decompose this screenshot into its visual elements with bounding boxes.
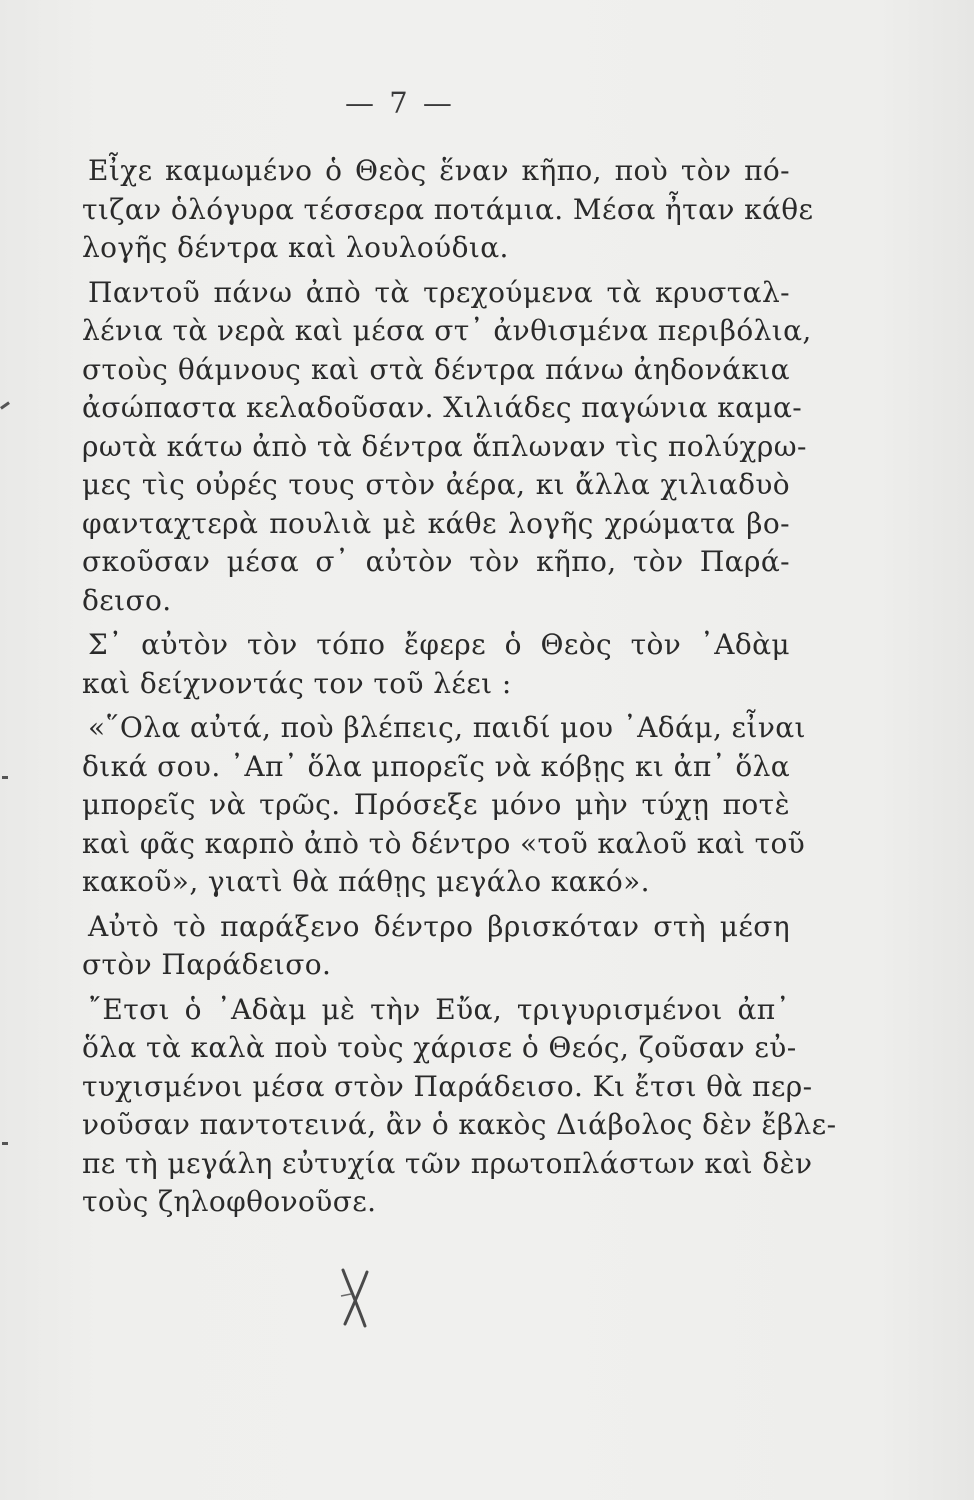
text-line: Εἶχε καμωμένο ὁ Θεὸς ἕναν κῆπο, ποὺ τὸν πό- (88, 154, 790, 187)
text-line: στοὺς θάμνους καὶ στὰ δέντρα πάνω ἀηδονάκια (82, 352, 790, 386)
text-line: Αὐτὸ τὸ παράξενο δέντρο βρισκόταν στὴ μέση (88, 909, 790, 943)
margin-mark (2, 776, 8, 779)
paragraph-2 (82, 274, 812, 621)
text-line: κακοῦ», γιατὶ θὰ πάθῃς μεγάλο κακό». (82, 865, 650, 898)
text-line: λογῆς δέντρα καὶ λουλούδια. (82, 231, 509, 264)
text-line: τυχισμένοι μέσα στὸν Παράδεισο. Κι ἔτσι θὰ περ- (82, 1069, 813, 1103)
text-line: ῎Ετσι ὁ ᾽Αδὰμ μὲ τὴν Εὔα, τριγυρισμένοι ἀπ᾽ (88, 992, 790, 1026)
text-line: Παντοῦ πάνω ἀπὸ τὰ τρεχούμενα τὰ κρυσταλ- (88, 275, 790, 309)
text-line: φανταχτερὰ πουλιὰ μὲ κάθε λογῆς χρώματα βο- (82, 506, 790, 540)
text-line: στὸν Παράδεισο. (82, 948, 332, 981)
text-line: λένια τὰ νερὰ καὶ μέσα στ᾽ ἀνθισμένα περιβόλια, (82, 314, 812, 347)
text-line: δεισο. (82, 583, 172, 617)
margin-mark (2, 1142, 8, 1145)
paragraph-6 (82, 991, 837, 1222)
text-line: νοῦσαν παντοτεινά, ἂν ὁ κακὸς Διάβολος δὲν ἔβλε- (82, 1108, 837, 1141)
text-line: σκοῦσαν μέσα σ᾽ αὐτὸν τὸν κῆπο, τὸν Παρά- (82, 545, 790, 578)
paragraph-3 (82, 626, 790, 703)
margin-mark (0, 401, 10, 409)
text-line: ὅλα τὰ καλὰ ποὺ τοὺς χάρισε ὁ Θεός, ζοῦσαν εὐ- (82, 1031, 797, 1064)
text-line: τοὺς ζηλοφθονοῦσε. (82, 1185, 377, 1218)
text-line: ρωτὰ κάτω ἀπὸ τὰ δέντρα ἅπλωναν τὶς πολύχρω- (82, 429, 807, 463)
text-line: καὶ φᾶς καρπὸ ἀπὸ τὸ δέντρο «τοῦ καλοῦ καὶ τοῦ (82, 826, 806, 860)
text-line: ἀσώπαστα κελαδοῦσαν. Χιλιάδες παγώνια καμα- (82, 391, 803, 424)
paragraph-1 (82, 152, 814, 268)
handwritten-x-mark (335, 1266, 375, 1330)
text-line: τιζαν ὁλόγυρα τέσσερα ποτάμια. Μέσα ἦταν κάθε (82, 192, 814, 226)
text-line: πε τὴ μεγάλη εὐτυχία τῶν πρωτοπλάστων καὶ δὲν (82, 1146, 813, 1180)
text-line: μες τὶς οὐρές τους στὸν ἀέρα, κι ἄλλα χιλιαδυὸ (82, 468, 790, 501)
text-line: Σ᾽ αὐτὸν τὸν τόπο ἔφερε ὁ Θεὸς τὸν ᾽Αδὰμ (88, 628, 790, 661)
paragraph-5 (82, 908, 790, 985)
text-line: δικά σου. ᾽Απ᾽ ὅλα μπορεῖς νὰ κόβῃς κι ἀπ᾽ ὅλα (82, 749, 791, 783)
page-number: — 7 — (345, 86, 455, 120)
paragraph-4 (82, 709, 806, 902)
text-line: καὶ δείχνοντάς τον τοῦ λέει : (82, 666, 512, 700)
text-line: «῞Ολα αὐτά, ποὺ βλέπεις, παιδί μου ᾽Αδάμ, εἶναι (88, 711, 806, 744)
text-line: μπορεῖς νὰ τρῶς. Πρόσεξε μόνο μὴν τύχῃ ποτὲ (82, 788, 790, 821)
body-text (82, 152, 837, 1228)
